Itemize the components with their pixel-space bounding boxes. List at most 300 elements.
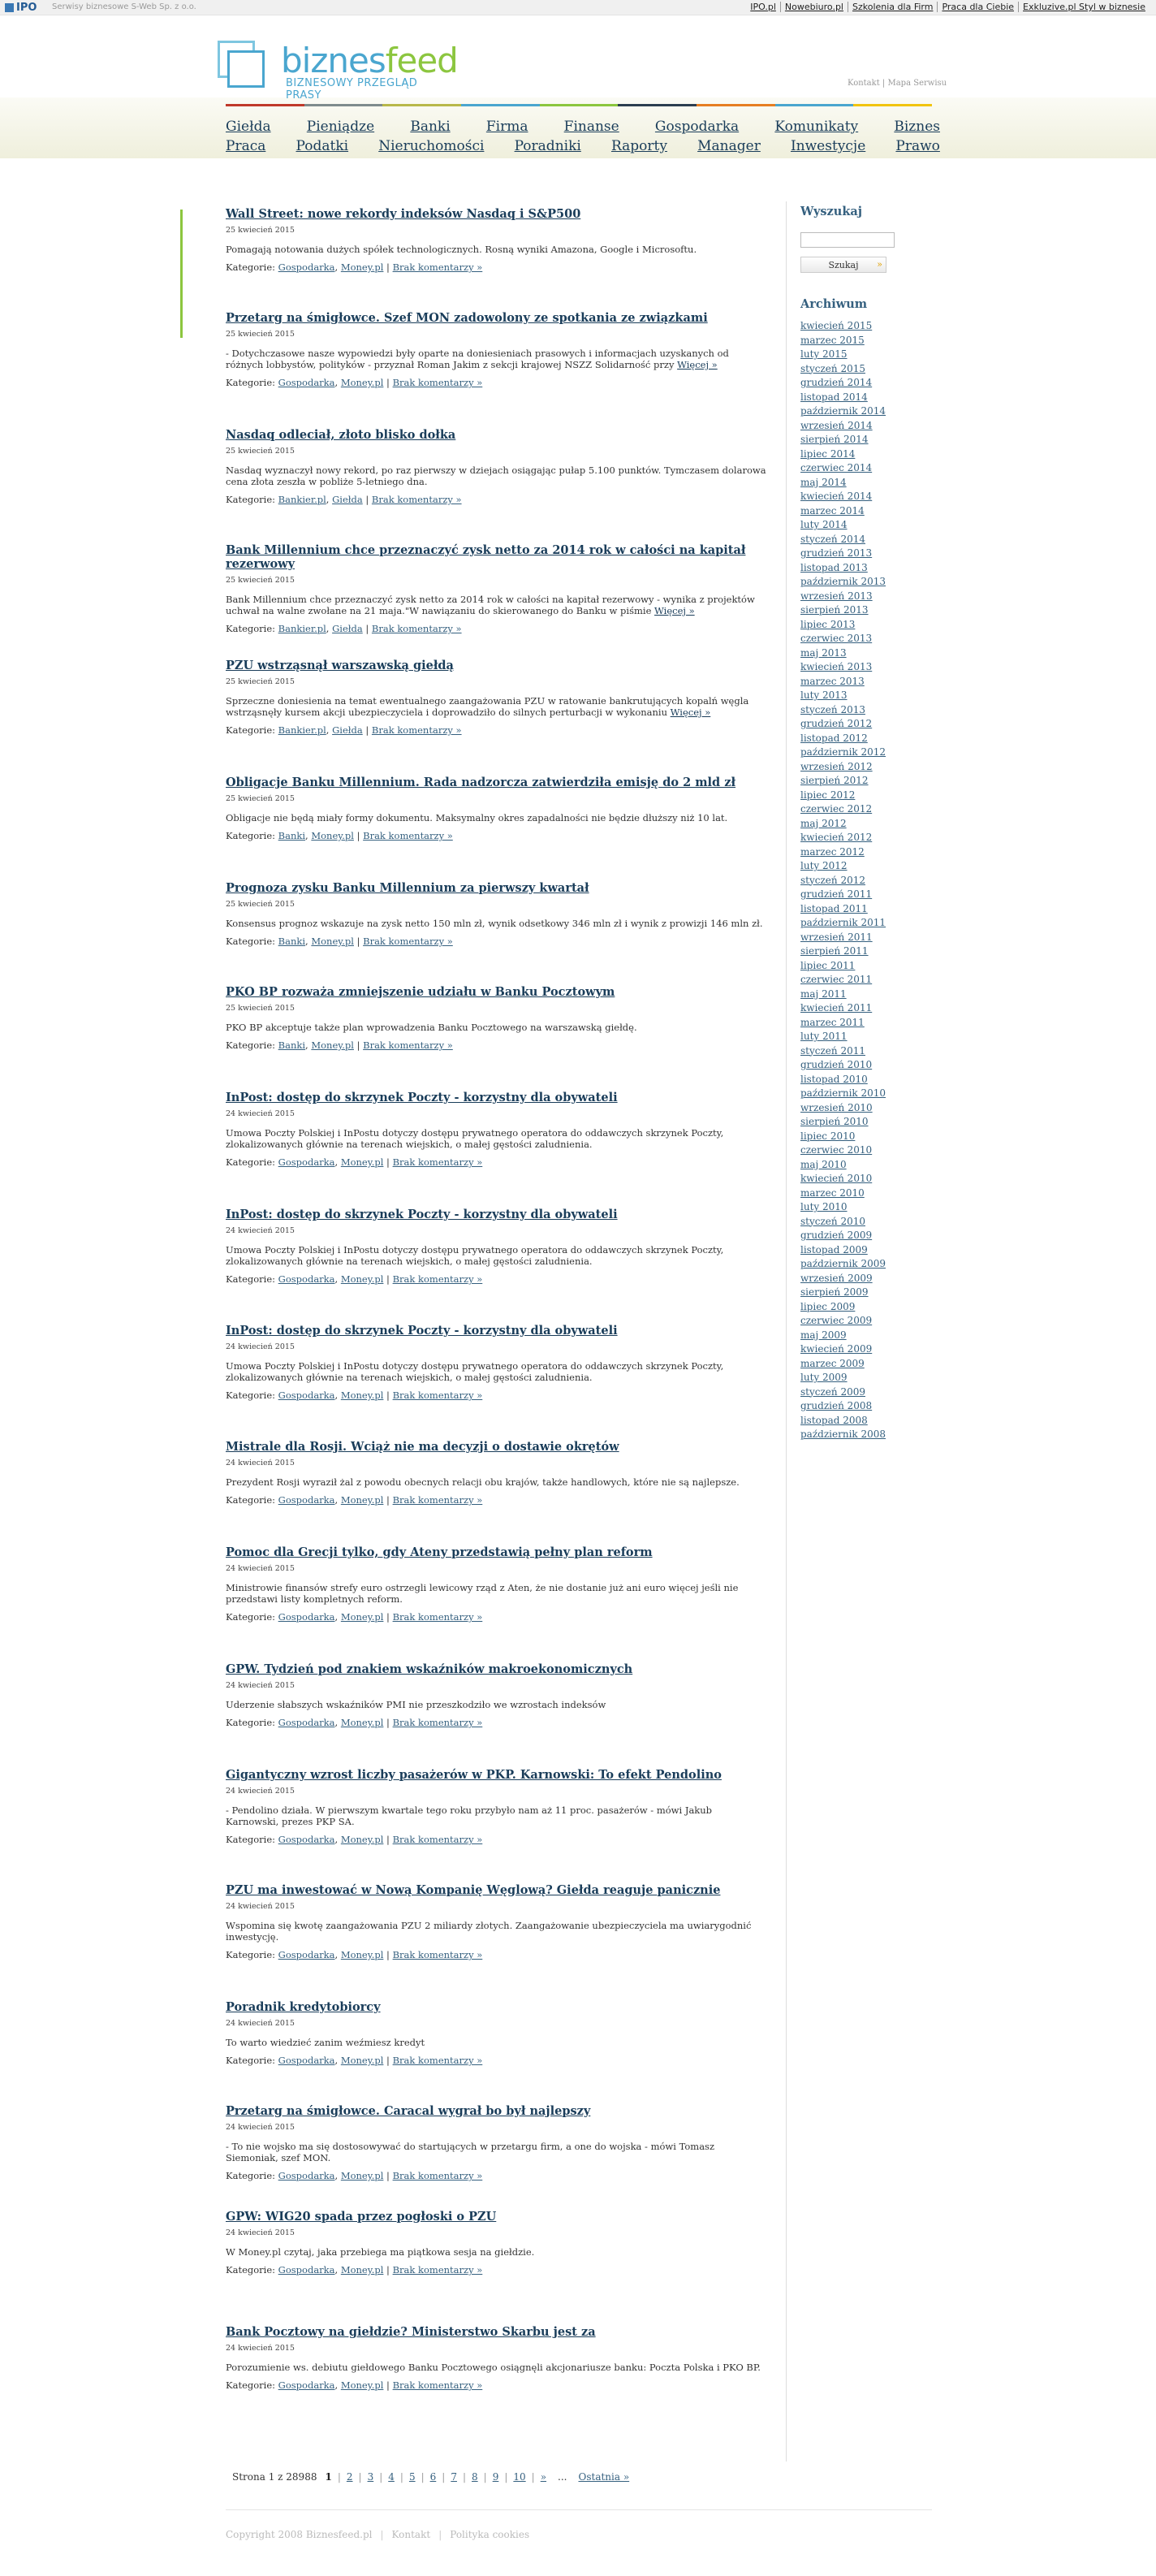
post-meta: Kategorie: Gospodarka, Money.pl | Brak komentarzy » [226,2264,483,2276]
archive-item [800,1102,886,1117]
archive-link[interactable]: kwiecień 2009 [800,1343,873,1355]
post-title [226,207,766,221]
archive-link[interactable]: marzec 2015 [800,334,865,346]
archive-link[interactable]: sierpień 2009 [800,1286,869,1298]
category-link[interactable]: Gospodarka [278,1717,335,1728]
archive-link[interactable]: maj 2010 [800,1158,847,1170]
comments-link[interactable]: Brak komentarzy » [392,2170,483,2181]
archive-link[interactable]: kwiecień 2010 [800,1173,873,1184]
post-title-link[interactable]: Pomoc dla Grecji tylko, gdy Ateny przedstawią pełny plan reform [226,1545,653,1559]
archive-link[interactable]: lipiec 2011 [800,959,856,971]
post [226,1440,766,1506]
archive-link[interactable]: styczeń 2009 [800,1385,865,1398]
post [226,1091,766,1168]
archive-link[interactable]: czerwiec 2014 [800,462,873,473]
archive-item [800,1187,886,1202]
archive-link[interactable]: maj 2009 [800,1329,847,1341]
archive-link[interactable]: listopad 2012 [800,732,868,744]
archive-link[interactable]: styczeń 2015 [800,362,865,374]
categories-label: Kategorie: [226,623,276,634]
archive-item [800,1301,886,1316]
post-excerpt-text: - Pendolino działa. W pierwszym kwartale tego roku przybyło nam aż 11 proc. pasażerów - mówi Jakub Karnowski, prezes PKP SA. [226,1804,713,1827]
post-title [226,985,766,999]
post-date: 24 kwiecień 2015 [226,1564,295,1573]
post-meta: Kategorie: Gospodarka, Money.pl | Brak komentarzy » [226,1273,483,1285]
post-title-link[interactable]: InPost: dostęp do skrzynek Poczty - korzystny dla obywateli [226,1091,618,1104]
category-link[interactable]: Money.pl [340,2264,384,2276]
post-meta: Kategorie: Bankier.pl, Giełda | Brak komentarzy » [226,623,462,634]
post-date: 24 kwiecień 2015 [226,2344,295,2353]
archive-link[interactable]: luty 2015 [800,348,848,360]
post [226,659,766,736]
network-links [746,2,1150,12]
pagination-separator: | [531,2471,535,2483]
archive-link[interactable]: marzec 2011 [800,1016,865,1028]
archive-link[interactable]: czerwiec 2013 [800,633,873,644]
archive-link[interactable]: październik 2013 [800,576,886,587]
archive-link[interactable]: czerwiec 2012 [800,803,873,815]
comments-link[interactable]: Brak komentarzy » [392,377,483,388]
post-excerpt [226,244,766,255]
archive-link[interactable]: styczeń 2013 [800,703,865,715]
archive-link[interactable]: czerwiec 2011 [800,974,873,985]
archive-item [800,1372,886,1386]
archive-item [800,803,886,818]
category-link[interactable]: Money.pl [340,1156,384,1168]
category-link[interactable]: Money.pl [340,1494,384,1506]
post [226,2210,766,2276]
footer-separator: | [380,2529,384,2540]
archive-link[interactable]: lipiec 2013 [800,618,856,630]
search-input[interactable] [800,232,895,248]
archive-link[interactable]: sierpień 2010 [800,1116,869,1127]
post-meta: Kategorie: Bankier.pl, Giełda | Brak komentarzy » [226,494,462,505]
archive-item [800,860,886,875]
archive-link[interactable]: maj 2011 [800,988,847,1000]
archive-link[interactable]: styczeń 2010 [800,1215,865,1227]
post-title-link[interactable]: PZU ma inwestować w Nową Kompanię Węglową? Giełda reaguje panicznie [226,1883,721,1897]
post-meta: Kategorie: Gospodarka, Money.pl | Brak komentarzy » [226,377,483,388]
category-link[interactable]: Money.pl [340,377,384,388]
archive-link[interactable]: marzec 2009 [800,1357,865,1369]
category-link[interactable]: Money.pl [340,261,384,273]
category-link[interactable]: Money.pl [311,830,354,841]
categories-label: Kategorie: [226,494,276,505]
post [226,428,766,505]
post [226,776,766,841]
category-link[interactable]: Gospodarka [278,2264,335,2276]
post-title-link[interactable]: PKO BP rozważa zmniejszenie udziału w Banku Pocztowym [226,985,615,999]
categories-label: Kategorie: [226,377,276,388]
archive-link[interactable]: luty 2012 [800,860,848,871]
archive-item [800,1386,886,1401]
archive-link[interactable]: kwiecień 2014 [800,491,873,502]
archive-link[interactable]: październik 2012 [800,746,886,758]
post [226,985,766,1051]
comments-link[interactable]: Brak komentarzy » [392,1156,483,1168]
category-link[interactable]: Gospodarka [278,377,335,388]
site-logo[interactable] [218,41,458,102]
post-title-link[interactable]: Bank Millennium chce przeznaczyć zysk netto za 2014 rok w całości na kapitał rezerwowy [226,543,746,571]
pagination-separator: | [358,2471,362,2483]
archive-link[interactable]: listopad 2014 [800,391,868,403]
archive-item [800,590,886,605]
archive-item [800,1315,886,1329]
categories-label: Kategorie: [226,830,276,841]
nav-item[interactable]: Giełda [226,119,271,135]
post-meta: Kategorie: Banki, Money.pl | Brak komentarzy » [226,1039,453,1051]
archive-link[interactable]: grudzień 2010 [800,1059,873,1070]
category-link[interactable]: Giełda [332,494,363,505]
archive-link[interactable]: grudzień 2014 [800,377,873,388]
post-meta: Kategorie: Banki, Money.pl | Brak komentarzy » [226,830,453,841]
network-link[interactable]: IPO.pl [750,2,776,12]
network-link[interactable]: Exkluzive.pl Styl w biznesie [1018,2,1150,12]
comments-link[interactable]: Brak komentarzy » [392,261,483,273]
comments-link[interactable]: Brak komentarzy » [363,830,453,841]
archive-item [800,1415,886,1429]
pagination-page-link[interactable]: 2 [346,2471,353,2483]
archive-link[interactable]: lipiec 2014 [800,447,856,460]
pagination-page-link[interactable]: 3 [367,2471,374,2483]
archive-link[interactable]: listopad 2010 [800,1073,868,1085]
post-meta: Kategorie: Gospodarka, Money.pl | Brak komentarzy » [226,261,483,273]
post-date: 25 kwiecień 2015 [226,794,295,803]
archive-item [800,733,886,747]
post-excerpt-text: Prezydent Rosji wyraził żal z powodu obecnych relacji obu krajów, także handlowych, które nie są najlepsze. [226,1476,740,1488]
post-title-link[interactable]: Nasdaq odleciał, złoto blisko dołka [226,428,456,442]
category-link[interactable]: Money.pl [340,1949,384,1960]
archive-link[interactable]: lipiec 2010 [800,1130,856,1142]
archive-link[interactable]: sierpień 2011 [800,945,869,957]
categories-label: Kategorie: [226,2264,276,2276]
category-link[interactable]: Bankier.pl [278,494,326,505]
category-link[interactable]: Gospodarka [278,1494,335,1506]
archive-link[interactable]: luty 2009 [800,1372,848,1383]
archive-link[interactable]: wrzesień 2012 [800,760,873,772]
pagination-page-link[interactable]: 6 [429,2471,437,2483]
categories-label: Kategorie: [226,261,276,273]
category-link[interactable]: Gospodarka [278,1273,335,1285]
post-excerpt [226,594,766,616]
archive-link[interactable]: czerwiec 2009 [800,1315,873,1326]
archive-link[interactable]: styczeń 2012 [800,874,865,886]
category-link[interactable]: Money.pl [340,2170,384,2181]
color-stripe-segment [226,104,304,106]
read-more-link[interactable]: Więcej » [670,707,711,718]
nav-item[interactable]: Prawo [895,138,940,154]
archive-item [800,505,886,520]
nav-item[interactable]: Firma [485,119,528,135]
archive-item [800,619,886,633]
archive-item [800,1031,886,1045]
read-more-link[interactable]: Więcej » [654,605,695,616]
archive-link[interactable]: sierpień 2014 [800,434,869,445]
archive-link[interactable]: marzec 2014 [800,504,865,516]
category-link[interactable]: Bankier.pl [278,724,326,736]
nav-item[interactable]: Praca [226,138,266,154]
category-link[interactable]: Gospodarka [278,2170,335,2181]
category-link[interactable]: Money.pl [340,1834,384,1845]
pagination [232,2471,629,2483]
comments-link[interactable]: Brak komentarzy » [392,2379,483,2391]
nav-item[interactable]: Komunikaty [774,119,859,135]
category-link[interactable]: Banki [278,936,306,947]
comments-link[interactable]: Brak komentarzy » [392,1390,483,1401]
archive-item [800,903,886,918]
post-excerpt [226,695,766,718]
archive-link[interactable]: wrzesień 2011 [800,931,873,943]
category-link[interactable]: Gospodarka [278,1156,335,1168]
archive-link[interactable]: wrzesień 2010 [800,1101,873,1113]
post-title [226,428,766,442]
category-link[interactable]: Money.pl [311,936,354,947]
category-link[interactable]: Gospodarka [278,1390,335,1401]
pagination-page-link[interactable]: 4 [388,2471,395,2483]
post-title [226,1768,766,1782]
nav-item[interactable]: Biznes [894,119,940,135]
post-meta: Kategorie: Gospodarka, Money.pl | Brak komentarzy » [226,1156,483,1168]
post-title-link[interactable]: GPW: WIG20 spada przez pogłoski o PZU [226,2210,497,2224]
archive-item [800,576,886,590]
archive-item [800,1400,886,1415]
network-link[interactable]: Nowebiuro.pl [780,2,848,12]
archive-link[interactable]: styczeń 2011 [800,1044,865,1057]
post-title-link[interactable]: Przetarg na śmigłowce. Caracal wygrał bo był najlepszy [226,2104,591,2118]
archive-link[interactable]: listopad 2011 [800,902,868,914]
archive-link[interactable]: luty 2010 [800,1201,848,1212]
comments-link[interactable]: Brak komentarzy » [392,2055,483,2066]
post-excerpt [226,1699,766,1710]
archive-link[interactable]: maj 2014 [800,476,847,488]
category-link[interactable]: Gospodarka [278,2379,335,2391]
archive-link[interactable]: wrzesień 2014 [800,419,873,431]
nav-item[interactable]: Banki [410,119,451,135]
archive-link[interactable]: wrzesień 2013 [800,590,873,602]
post-title-link[interactable]: Prognoza zysku Banku Millennium za pierwszy kwartał [226,881,589,895]
archive-link[interactable]: kwiecień 2011 [800,1002,873,1014]
nav-item[interactable]: Podatki [295,138,349,154]
category-link[interactable]: Gospodarka [278,2055,335,2066]
category-link[interactable]: Giełda [332,623,363,634]
logo-square-icon [227,50,265,88]
archive-link[interactable]: marzec 2010 [800,1186,865,1199]
post-excerpt-text: Porozumienie ws. debiutu giełdowego Banku Pocztowego osiągnęli akcjonariusze banku: Poczta Polska i PKO BP. [226,2362,761,2373]
nav-item[interactable]: Finanse [563,119,619,135]
category-link[interactable]: Money.pl [311,1039,354,1051]
sitemap-link[interactable]: Mapa Serwisu [887,79,947,88]
archive-link[interactable]: kwiecień 2012 [800,832,873,843]
footer-cookies-link[interactable]: Polityka cookies [450,2529,530,2540]
network-link[interactable]: Praca dla Ciebie [937,2,1018,12]
comments-link[interactable]: Brak komentarzy » [363,936,453,947]
post-date: 25 kwiecień 2015 [226,576,295,585]
pagination-last-link[interactable]: Ostatnia » [578,2471,630,2483]
nav-item[interactable]: Inwestycje [790,138,866,154]
archive-link[interactable]: lipiec 2009 [800,1300,856,1312]
post [226,881,766,947]
post-title [226,776,766,789]
archive-item [800,1343,886,1358]
archive-item [800,604,886,619]
archive-link[interactable]: grudzień 2009 [800,1230,873,1241]
post [226,1545,766,1623]
pagination-page-link[interactable]: 5 [408,2471,416,2483]
archive-link[interactable]: wrzesień 2009 [800,1272,873,1284]
archive-item [800,1428,886,1443]
archive-item [800,1087,886,1102]
post-title-link[interactable]: Mistrale dla Rosji. Wciąż nie ma decyzji o dostawie okrętów [226,1440,619,1454]
archive-link[interactable]: listopad 2009 [800,1243,868,1256]
archive-link[interactable]: czerwiec 2010 [800,1144,873,1156]
archive-link[interactable]: listopad 2008 [800,1414,868,1426]
archive-link[interactable]: listopad 2013 [800,561,868,573]
category-link[interactable]: Gospodarka [278,1949,335,1960]
color-stripe-segment [540,104,619,106]
archive-link[interactable]: luty 2013 [800,689,848,701]
archive-link[interactable]: grudzień 2008 [800,1400,873,1411]
comments-link[interactable]: Brak komentarzy » [371,623,462,634]
comments-link[interactable]: Brak komentarzy » [392,1949,483,1960]
post-title-link[interactable]: Bank Pocztowy na giełdzie? Ministerstwo Skarbu jest za [226,2325,596,2339]
footer-contact-link[interactable]: Kontakt [391,2529,431,2540]
post-excerpt-text: Umowa Poczty Polskiej i InPostu dotyczy dostępu prywatnego operatora do oddawczych skrzynek Poczty, zlokalizowanych głównie na terenach wiejskich, o małej gęstości zaludnienia. [226,1244,724,1267]
category-link[interactable]: Bankier.pl [278,623,326,634]
archive-link[interactable]: luty 2014 [800,519,848,530]
comments-link[interactable]: Brak komentarzy » [392,1834,483,1845]
categories-label: Kategorie: [226,2170,276,2181]
nav-item[interactable]: Poradniki [514,138,581,154]
footer-separator: | [438,2529,442,2540]
archive-item [800,888,886,903]
archive-link[interactable]: maj 2013 [800,646,847,659]
post-date: 25 kwiecień 2015 [226,677,295,686]
category-link[interactable]: Money.pl [340,1390,384,1401]
archive-link[interactable]: grudzień 2011 [800,888,873,900]
post-excerpt [226,812,766,823]
archive-link[interactable]: kwiecień 2013 [800,661,873,672]
post-title-link[interactable]: Poradnik kredytobiorcy [226,2000,381,2014]
post-title-link[interactable]: GPW. Tydzień pod znakiem wskaźników makroekonomicznych [226,1662,633,1676]
comments-link[interactable]: Brak komentarzy » [392,2264,483,2276]
pagination-page-link[interactable]: 9 [492,2471,499,2483]
post-title [226,2104,766,2118]
category-link[interactable]: Banki [278,830,306,841]
comments-link[interactable]: Brak komentarzy » [392,1494,483,1506]
comments-link[interactable]: Brak komentarzy » [371,494,462,505]
nav-item[interactable]: Gospodarka [654,119,740,135]
archive-item [800,391,886,406]
categories-label: Kategorie: [226,1717,276,1728]
post-date: 25 kwiecień 2015 [226,900,295,909]
category-link[interactable]: Money.pl [340,1611,384,1623]
category-link[interactable]: Money.pl [340,2055,384,2066]
post-excerpt [226,2141,766,2163]
archive-link[interactable]: sierpień 2012 [800,775,869,786]
nav-item[interactable]: Raporty [610,138,667,154]
archive-link[interactable]: październik 2009 [800,1258,886,1269]
post-title-link[interactable]: PZU wstrząsnął warszawską giełdą [226,659,454,672]
archive-link[interactable]: październik 2010 [800,1087,886,1099]
category-link[interactable]: Gospodarka [278,1611,335,1623]
category-link[interactable]: Gospodarka [278,1834,335,1845]
post-title-link[interactable]: InPost: dostęp do skrzynek Poczty - korzystny dla obywateli [226,1324,618,1338]
comments-link[interactable]: Brak komentarzy » [363,1039,453,1051]
category-link[interactable]: Banki [278,1039,306,1051]
archive-item [800,1201,886,1216]
color-stripe-segment [461,104,540,106]
ipo-logo-icon [5,3,14,12]
nav-item[interactable]: Manager [697,138,761,154]
archive-link[interactable]: maj 2012 [800,817,847,829]
category-link[interactable]: Money.pl [340,1717,384,1728]
post-title-link[interactable]: InPost: dostęp do skrzynek Poczty - korzystny dla obywateli [226,1208,618,1221]
nav-item[interactable]: Pieniądze [306,119,375,135]
comments-link[interactable]: Brak komentarzy » [392,1611,483,1623]
archive-link[interactable]: październik 2008 [800,1428,886,1440]
archive-link[interactable]: styczeń 2014 [800,533,865,545]
pagination-page-link[interactable]: 8 [472,2471,478,2483]
search-button[interactable] [800,257,886,273]
post [226,311,766,388]
post-meta: Kategorie: Gospodarka, Money.pl | Brak komentarzy » [226,1494,483,1506]
archive-link[interactable]: lipiec 2012 [800,789,856,801]
pagination-page-link[interactable]: 10 [513,2471,526,2483]
post-date: 25 kwiecień 2015 [226,1004,295,1013]
category-link[interactable]: Giełda [332,724,363,736]
post-excerpt-text: - Dotychczasowe nasze wypowiedzi były oparte na doniesieniach prasowych i informacjach uzyskanych od różnych lobbystów, polityków - przyznał Roman Jakim z sekcji krajowej NSZZ Solidarność przy [226,348,729,370]
pagination-separator: | [504,2471,508,2483]
category-link[interactable]: Money.pl [340,2379,384,2391]
archive-link[interactable]: grudzień 2013 [800,547,873,559]
archive-link[interactable]: luty 2011 [800,1031,848,1042]
nav-item[interactable]: Nieruchomości [378,138,485,154]
post-title-link[interactable]: Gigantyczny wzrost liczby pasażerów w PKP. Karnowski: To efekt Pendolino [226,1768,722,1782]
archive-link[interactable]: marzec 2013 [800,675,865,687]
read-more-link[interactable]: Więcej » [677,359,718,370]
post-excerpt-text: Ministrowie finansów strefy euro ostrzegli lewicowy rząd z Aten, że nie dostanie już ani euro więcej jeśli nie przedstawi listy kompletnych reform. [226,1582,739,1605]
category-link[interactable]: Gospodarka [278,261,335,273]
ipo-logo[interactable] [5,1,37,14]
post-excerpt [226,2246,766,2258]
post [226,2000,766,2066]
footer [226,2529,529,2540]
comments-link[interactable]: Brak komentarzy » [371,724,462,736]
archive-item [800,1074,886,1088]
pagination-page-link[interactable]: 7 [451,2471,457,2483]
comments-link[interactable]: Brak komentarzy » [392,1717,483,1728]
pagination-next-link[interactable]: » [540,2471,547,2483]
post-title-link[interactable]: Obligacje Banku Millennium. Rada nadzorcza zatwierdziła emisję do 2 mld zł [226,776,736,789]
archive-item [800,1216,886,1230]
archive-link[interactable]: październik 2014 [800,405,886,417]
network-slogan: Serwisy biznesowe S-Web Sp. z o.o. [52,2,196,11]
contact-link[interactable]: Kontakt [848,79,880,88]
archive-link[interactable]: grudzień 2012 [800,718,873,729]
comments-link[interactable]: Brak komentarzy » [392,1273,483,1285]
category-link[interactable]: Money.pl [340,1273,384,1285]
archive-link[interactable]: sierpień 2013 [800,604,869,616]
post-title-link[interactable]: Przetarg na śmigłowce. Szef MON zadowolony ze spotkania ze związkami [226,311,708,325]
archive-link[interactable]: październik 2011 [800,917,886,928]
post-title [226,1440,766,1454]
network-link[interactable]: Szkolenia dla Firm [848,2,937,12]
archive-link[interactable]: marzec 2012 [800,845,865,858]
archive-item [800,320,886,335]
post-meta: Kategorie: Gospodarka, Money.pl | Brak komentarzy » [226,2170,483,2181]
archive-link[interactable]: kwiecień 2015 [800,320,873,331]
post-title-link[interactable]: Wall Street: nowe rekordy indeksów Nasdaq i S&P500 [226,207,581,221]
